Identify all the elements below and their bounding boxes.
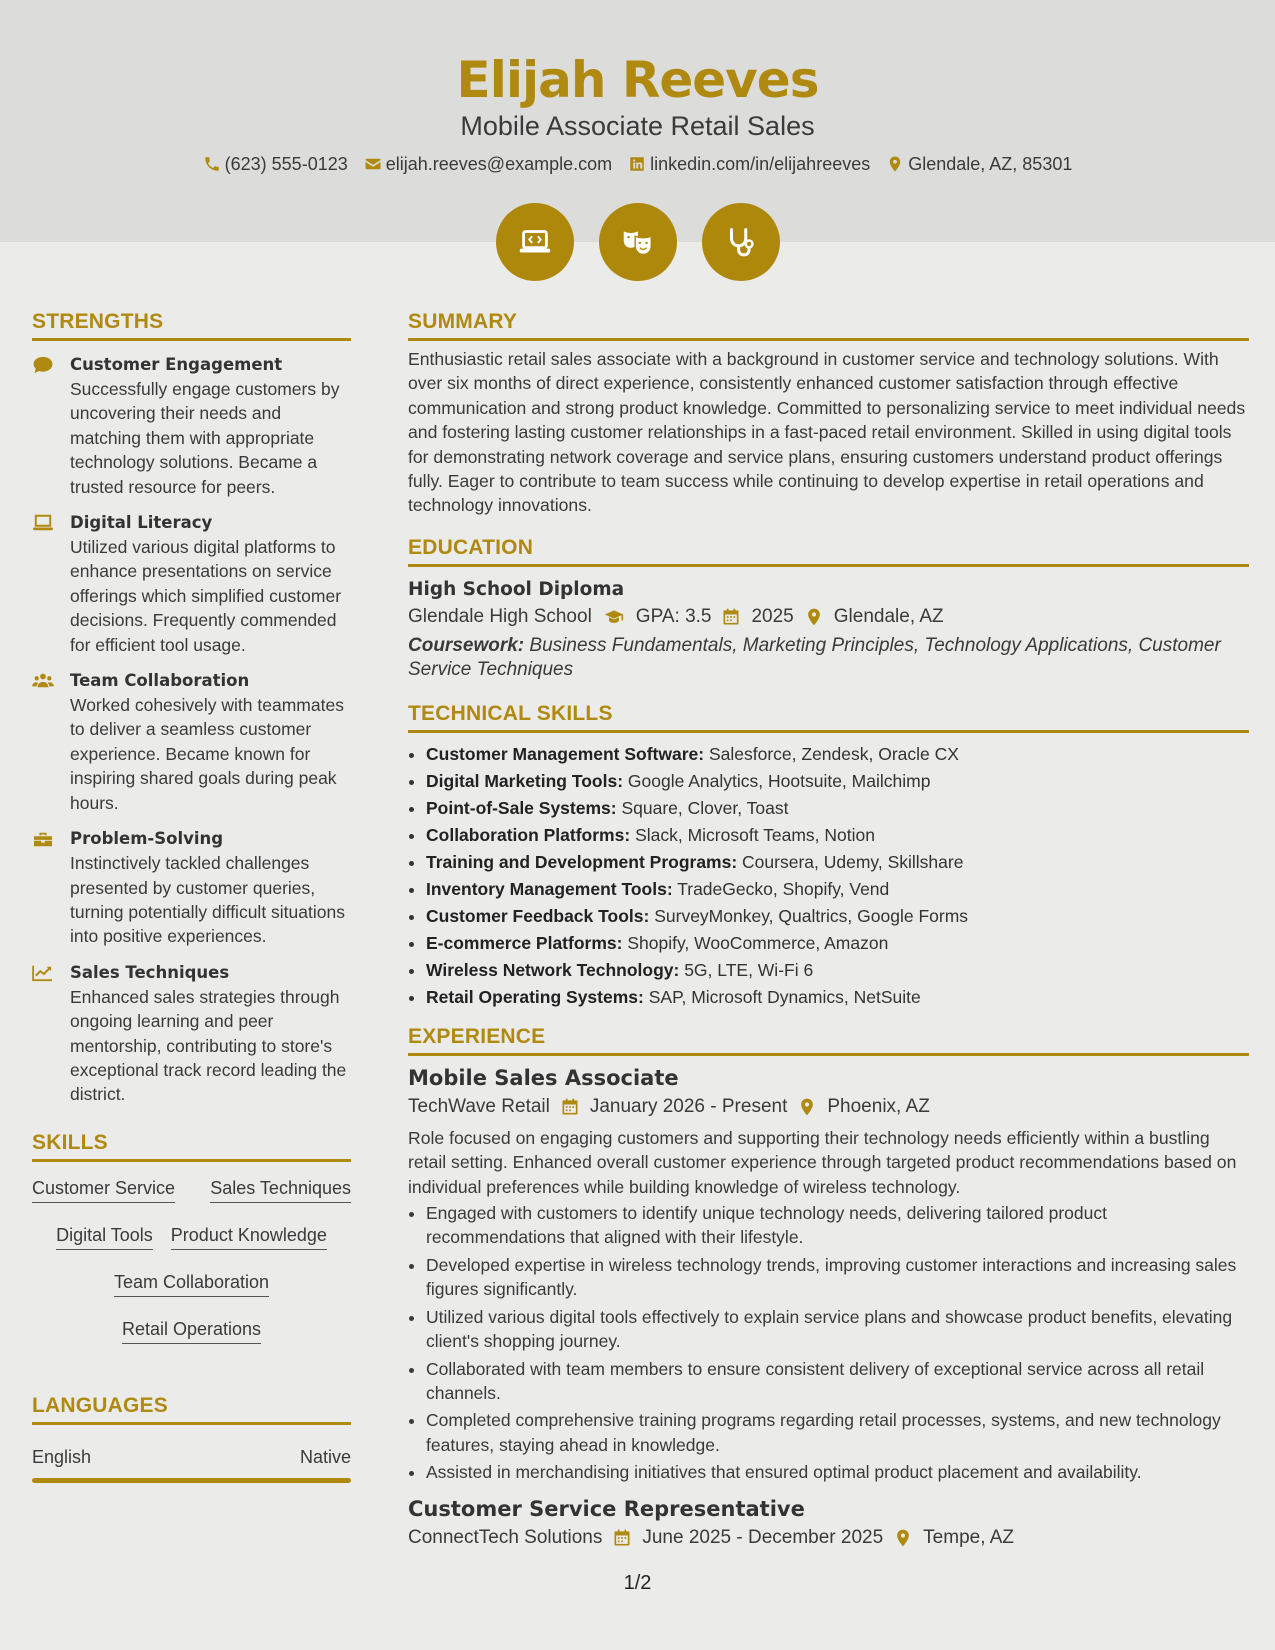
tech-skill-item: • Inventory Management Tools: TradeGecko, Shopify, Vend <box>426 876 1249 903</box>
contact-phone[interactable]: (623) 555-0123 <box>203 152 348 176</box>
email-icon <box>364 155 382 173</box>
education-heading: EDUCATION <box>408 534 1249 567</box>
tech-skill-item: • Digital Marketing Tools: Google Analytics, Hootsuite, Mailchimp <box>426 768 1249 795</box>
education-meta <box>408 606 1249 628</box>
strength-item <box>32 511 351 657</box>
job-dates: June 2025 - December 2025 <box>642 1526 884 1548</box>
strength-item <box>32 961 351 1107</box>
experience-heading: EXPERIENCE <box>408 1023 1249 1056</box>
strength-desc: Utilized various digital platforms to enhance presentations on service offerings which simplified customer decisions. Frequently commended for efficient tool usage. <box>70 537 342 655</box>
strength-title: Customer Engagement <box>70 355 283 374</box>
left-column <box>32 308 351 1483</box>
chart-line-icon <box>32 964 54 982</box>
company-name: TechWave Retail <box>408 1095 550 1117</box>
users-icon <box>32 672 54 690</box>
gpa: GPA: 3.5 <box>635 605 712 627</box>
technical-skills-heading: TECHNICAL SKILLS <box>408 700 1249 733</box>
stethoscope-icon <box>702 203 780 281</box>
tech-skill-item: • Collaboration Platforms: Slack, Microsoft Teams, Notion <box>426 822 1249 849</box>
candidate-name: Elijah Reeves <box>456 51 819 109</box>
job-title: Customer Service Representative <box>408 1496 805 1521</box>
location-icon <box>804 607 824 627</box>
strength-title: Sales Techniques <box>70 962 230 982</box>
language-proficiency-bar <box>32 1478 351 1483</box>
job-bullet: • Completed comprehensive training programs regarding retail processes, systems, and new technology features, staying ahead in knowledge. <box>426 1408 1249 1457</box>
skill-tag: Digital Tools <box>56 1223 153 1250</box>
job-bullet: • Assisted in merchandising initiatives that ensured optimal product placement and availability. <box>426 1460 1249 1484</box>
job-location: Phoenix, AZ <box>827 1095 930 1117</box>
candidate-role: Mobile Associate Retail Sales <box>460 111 815 141</box>
job-location: Tempe, AZ <box>923 1526 1014 1548</box>
strength-title: Team Collaboration <box>70 671 250 691</box>
summary-heading: SUMMARY <box>408 308 1249 341</box>
strength-desc: Successfully engage customers by uncovering their needs and matching them with appropriate technology solutions. Became a trusted resource for peers. <box>70 379 340 497</box>
technical-skills-list <box>408 741 1249 1011</box>
strengths-heading: STRENGTHS <box>32 308 351 341</box>
skills-list <box>32 1176 351 1344</box>
contact-bar <box>0 152 1275 176</box>
header-banner <box>0 0 1275 242</box>
tech-skill-item: • Customer Feedback Tools: SurveyMonkey, Qualtrics, Google Forms <box>426 903 1249 930</box>
summary-text: Enthusiastic retail sales associate with a background in customer service and technology solutions. With over six months of direct experience, consistently enhanced customer satisfaction through effective communication and strong product knowledge. Committed to personalizing service to meet individual needs and fostering lasting customer relationships in a fast-paced retail environment. Skilled in using digital tools for demonstrating network coverage and service plans, ensuring customers understand product offerings fully. Eager to contribute to team success while continuing to develop expertise in retail operations and technology innovations. <box>408 349 1246 516</box>
contact-linkedin[interactable]: linkedin.com/in/elijahreeves <box>628 152 870 176</box>
graduation-cap-icon <box>602 607 626 627</box>
job-bullet: • Engaged with customers to identify unique technology needs, delivering tailored product recommendations that aligned with their lifestyle. <box>426 1201 1249 1250</box>
page-number: 1/2 <box>623 1572 652 1594</box>
interest-badges <box>0 203 1275 281</box>
skill-tag: Product Knowledge <box>171 1223 327 1250</box>
language-name: English <box>32 1446 92 1467</box>
strength-item <box>32 669 351 815</box>
languages-heading: LANGUAGES <box>32 1392 351 1425</box>
phone-icon <box>203 155 221 173</box>
company-name: ConnectTech Solutions <box>408 1526 603 1548</box>
comment-icon <box>32 356 54 374</box>
job-meta <box>408 1096 1249 1118</box>
skill-tag: Retail Operations <box>122 1317 261 1344</box>
toolbox-icon <box>32 830 54 848</box>
coursework <box>408 634 1249 682</box>
school-name: Glendale High School <box>408 605 592 627</box>
strength-title: Digital Literacy <box>70 513 213 533</box>
tech-skill-item: • Point-of-Sale Systems: Square, Clover, Toast <box>426 795 1249 822</box>
tech-skill-item: • Customer Management Software: Salesforce, Zendesk, Oracle CX <box>426 741 1249 768</box>
skill-tag: Team Collaboration <box>114 1270 269 1297</box>
calendar-icon <box>612 1528 632 1548</box>
strengths-list <box>32 353 351 1107</box>
strength-item <box>32 353 351 499</box>
laptop-icon <box>32 514 54 532</box>
coursework-label: Coursework: <box>408 634 525 656</box>
strength-desc: Enhanced sales strategies through ongoing learning and peer mentorship, contributing to store's exceptional track record leading the district. <box>70 986 347 1105</box>
job-title: Mobile Sales Associate <box>408 1065 679 1090</box>
tech-skill-item: • Retail Operating Systems: SAP, Microsoft Dynamics, NetSuite <box>426 984 1249 1011</box>
job-summary: Role focused on engaging customers and supporting their technology needs efficiently within a bustling retail setting. Enhanced overall customer experience through targeted product recommendations based on individual preferences while building knowledge of wireless technology. <box>408 1127 1237 1197</box>
skill-tag: Sales Techniques <box>210 1176 351 1203</box>
contact-email[interactable]: elijah.reeves@example.com <box>364 152 612 176</box>
degree-title: High School Diploma <box>408 578 625 600</box>
strength-item <box>32 827 351 949</box>
language-level: Native <box>299 1446 351 1467</box>
job-bullets <box>408 1201 1249 1484</box>
skill-tag: Customer Service <box>32 1176 175 1203</box>
job-bullet: • Utilized various digital tools effectively to explain service plans and showcase product benefits, elevating client's shopping journey. <box>426 1305 1249 1354</box>
theater-masks-icon <box>599 203 677 281</box>
job-meta <box>408 1527 1249 1549</box>
calendar-icon <box>721 607 741 627</box>
job-dates: January 2026 - Present <box>589 1095 788 1117</box>
laptop-code-icon <box>496 203 574 281</box>
strength-desc: Instinctively tackled challenges presented by customer queries, turning potentially difficult situations into positive experiences. <box>70 853 345 947</box>
location-icon <box>797 1097 817 1117</box>
job-bullet: • Developed expertise in wireless technology trends, improving customer interactions and increasing sales figures significantly. <box>426 1253 1249 1302</box>
strength-desc: Worked cohesively with teammates to deliver a seamless customer experience. Became known for inspiring shared goals during peak hours. <box>70 695 344 813</box>
linkedin-icon <box>628 155 646 173</box>
language-row <box>32 1447 351 1468</box>
tech-skill-item: • E-commerce Platforms: Shopify, WooCommerce, Amazon <box>426 930 1249 957</box>
graduation-year: 2025 <box>751 605 794 627</box>
tech-skill-item: • Wireless Network Technology: 5G, LTE, Wi-Fi 6 <box>426 957 1249 984</box>
school-location: Glendale, AZ <box>833 605 944 627</box>
coursework-list: Business Fundamentals, Marketing Principles, Technology Applications, Customer Service Techniques <box>408 634 1221 680</box>
job-bullet: • Collaborated with team members to ensure consistent delivery of exceptional service across all retail channels. <box>426 1357 1249 1406</box>
skills-heading: SKILLS <box>32 1129 351 1162</box>
strength-title: Problem-Solving <box>70 829 224 849</box>
location-icon <box>886 155 904 173</box>
tech-skill-item: • Training and Development Programs: Coursera, Udemy, Skillshare <box>426 849 1249 876</box>
calendar-icon <box>560 1097 580 1117</box>
right-column <box>408 308 1249 1549</box>
location-icon <box>893 1528 913 1548</box>
contact-location: Glendale, AZ, 85301 <box>886 152 1072 176</box>
